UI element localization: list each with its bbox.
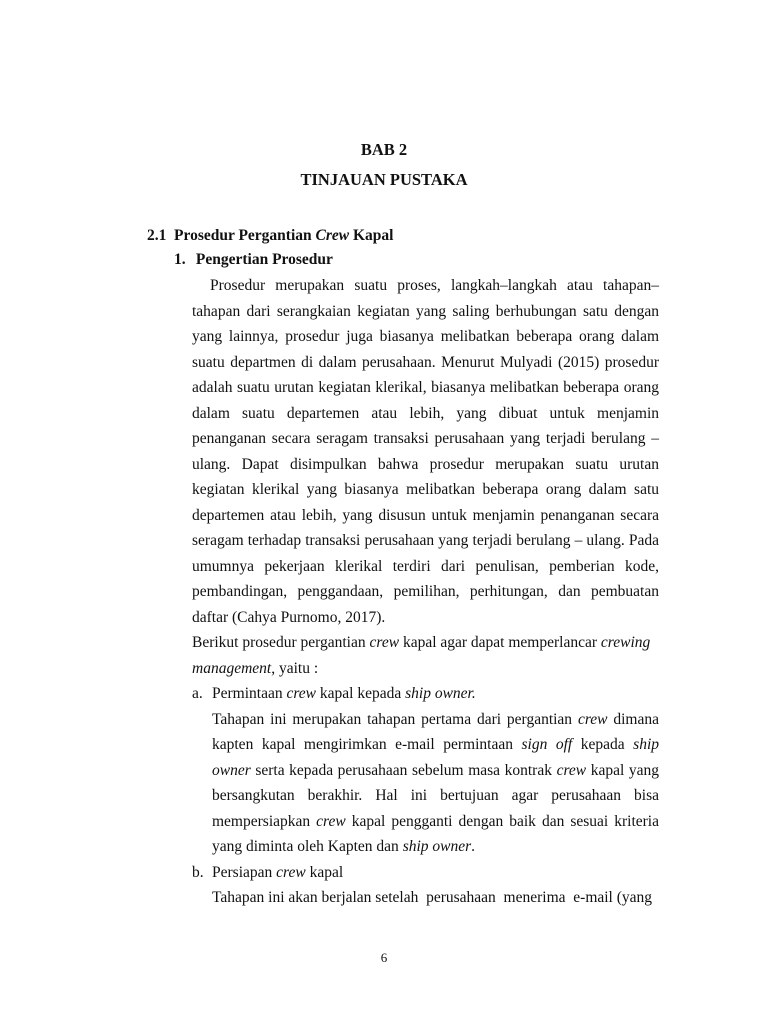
list-item-body [192, 707, 659, 860]
intro-italic: crew [369, 634, 400, 651]
body-italic: crew [316, 812, 346, 830]
body-text-part: dimana kapten kapal mengirimkan e-mail permintaan [212, 710, 659, 753]
list-item-heading [212, 860, 659, 886]
body-text-part: kepada [572, 736, 634, 753]
intro-italic: crewing management [192, 634, 651, 677]
body-italic: sign off [521, 736, 573, 753]
body-italic: crew [556, 761, 587, 779]
intro-text: Berikut prosedur pergantian [192, 634, 370, 651]
body-text-part: Tahapan ini merupakan tahapan pertama dari pergantian [212, 710, 578, 728]
body-italic: ship owner [402, 838, 472, 855]
chapter-number: BAB 2 [360, 140, 408, 159]
section-title-italic: Crew [315, 227, 350, 244]
intro-paragraph [192, 630, 659, 681]
subsection-heading [174, 251, 333, 269]
body-italic: crew [577, 710, 608, 728]
section-title-part: Prosedur Pergantian [174, 227, 316, 244]
subsection-number: 1. [174, 251, 186, 268]
paragraph: Prosedur merupakan suatu proses, langkah–langkah atau tahapan–tahapan dari serangkaian kegiatan yang saling berhubungan satu dengan yang lainnya, prosedur juga biasanya melibatkan beberapa orang dalam suatu departmen di dalam perusahaan. Menurut Mulyadi (2015) prosedur adalah suatu urutan kegiatan klerikal, biasanya melibatkan beberapa orang dalam suatu departemen atau lebih, yang dibuat untuk menjamin penanganan secara seragam transaksi perusahaan yang terjadi berulang – ulang. Dapat disimpulkan bahwa prosedur merupakan suatu urutan kegiatan klerikal yang biasanya melibatkan beberapa orang dalam satu departemen atau lebih, yang disusun untuk menjamin penanganan secara seragam terhadap transaksi perusahaan yang terjadi berulang – ulang. Pada umumnya pekerjaan klerikal terdiri dari penulisan, pemberian kode, pembandingan, penggandaan, pemilihan, perhitungan, dan pembuatan daftar (Cahya Purnomo, 2017). [192, 277, 659, 626]
chapter-title: TINJAUAN PUSTAKA [300, 170, 468, 189]
list-item-body [192, 885, 659, 911]
body-text [192, 273, 659, 911]
body-italic: ship owner [212, 736, 660, 779]
intro-text: , yaitu : [271, 659, 319, 677]
list-item-b [192, 860, 659, 886]
list-item-a [192, 681, 659, 707]
intro-text: kapal agar dapat memperlancar [399, 634, 601, 651]
heading-text: kapal [305, 863, 344, 881]
list-marker: a. [192, 685, 203, 702]
heading-italic: crew [286, 685, 317, 702]
heading-text: Persiapan [212, 863, 277, 881]
heading-italic: crew [276, 863, 306, 881]
body-text-part: serta kepada perusahaan sebelum masa kontrak [250, 761, 557, 779]
heading-text: Permintaan [212, 685, 287, 702]
subsection-title: Pengertian Prosedur [195, 251, 333, 268]
section-number: 2.1 [147, 227, 167, 244]
heading-italic: ship owner. [405, 685, 476, 702]
body-text-part: Tahapan ini akan berjalan setelah perusahaan menerima e-mail (yang [212, 889, 653, 906]
list-marker: b. [192, 863, 204, 881]
body-text-part: kapal yang bersangkutan berakhir. Hal ini bertujuan agar perusahaan bisa mempersiapkan [212, 761, 659, 830]
section-title-part: Kapal [349, 227, 394, 244]
body-text-part: kapal pengganti dengan baik dan sesuai kriteria yang diminta oleh Kapten dan [212, 812, 659, 855]
heading-text: kapal kepada [316, 685, 406, 702]
page-number: 6 [380, 950, 388, 965]
list-item-heading [212, 681, 659, 707]
section-heading [147, 227, 393, 245]
body-text-part: . [471, 838, 476, 855]
